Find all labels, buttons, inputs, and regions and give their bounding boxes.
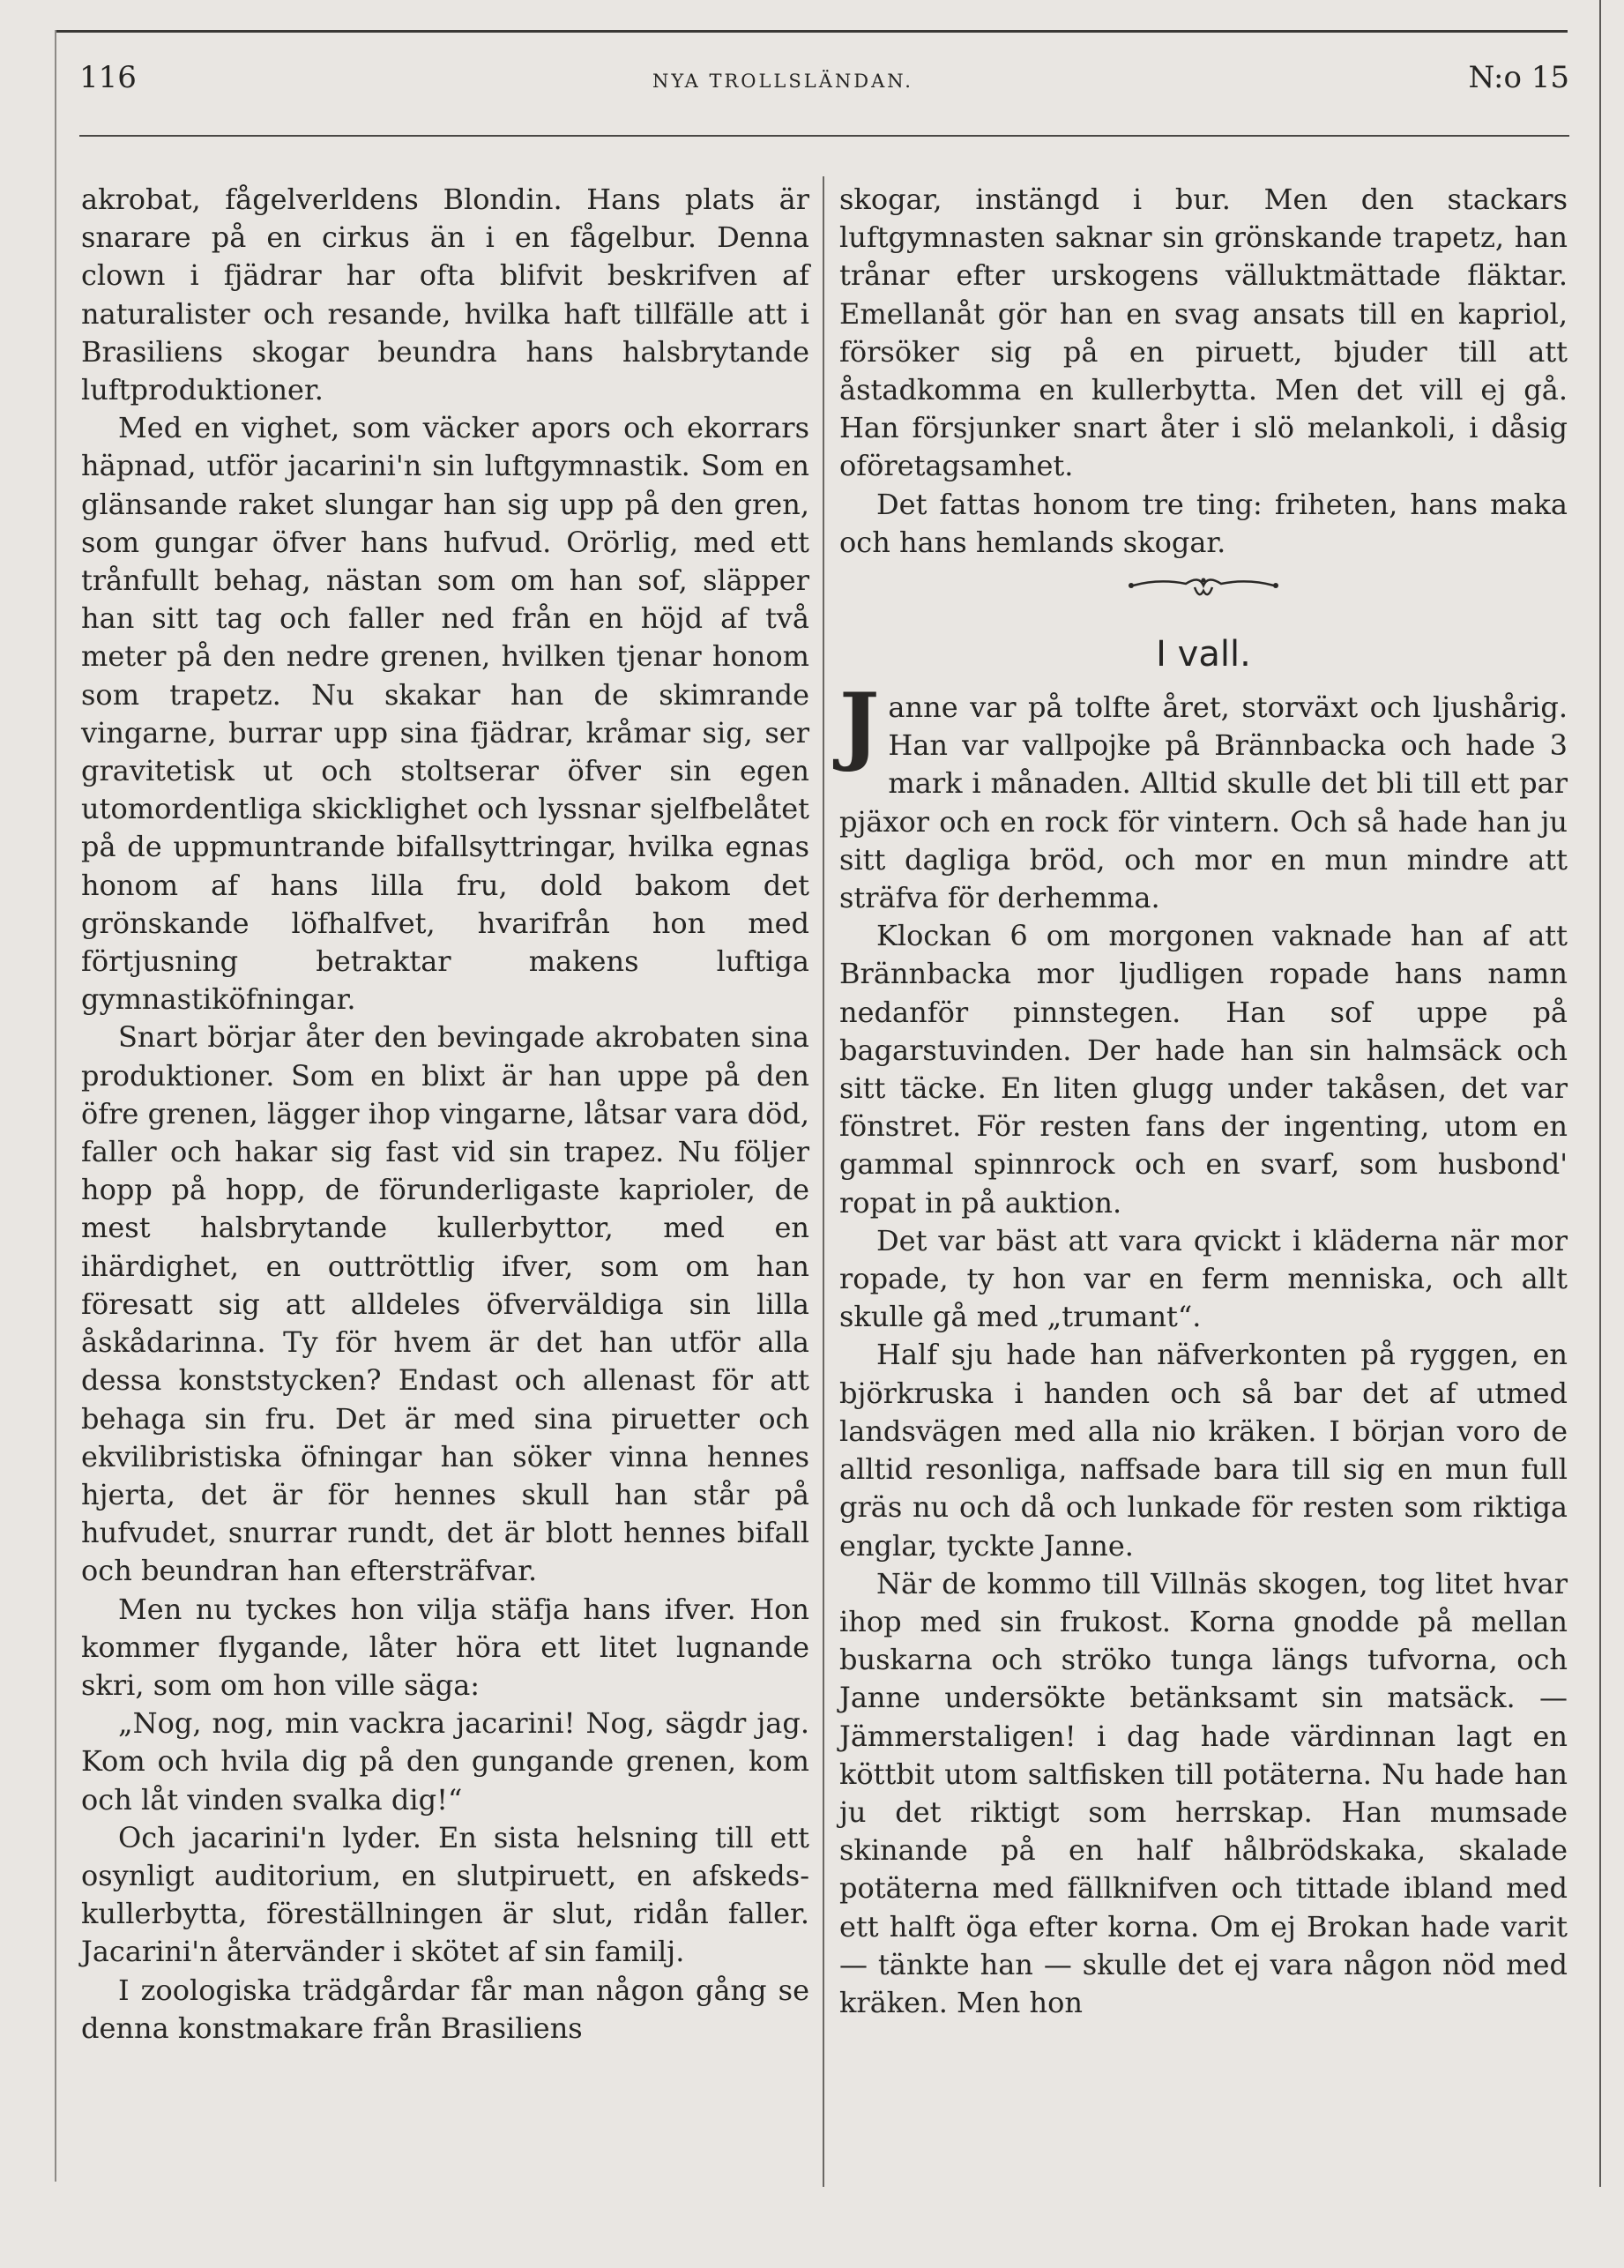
left-paragraph-7: I zoologiska trädgårdar får man någon gång se denna konstmakare från Brasiliens	[81, 1973, 809, 2045]
left-paragraph-6: Och jacarini'n lyder. En sista helsning till ett osynligt auditorium, en slutpiruett, en afskeds-kullerbytta, föreställningen är slut, ridån faller. Jacarini'n återvänder i skötet af sin familj.	[81, 1820, 809, 1969]
right-column	[839, 181, 1568, 2022]
left-paragraph-2: Med en vighet, som väcker apors och ekorrars häpnad, utför jacarini'n sin luftgymnastik. Som en glänsande raket slungar han sig upp på den gren, som gungar öfver hans hufvud. Orörlig, med ett trånfullt behag, nästan som om han sof, släpper han sitt tag och faller ned från en höjd af två meter på den nedre grenen, hvilken tjenar honom som trapetz. Nu skakar han de skimrande vingarne, burrar upp sina fjädrar, kråmar sig, ser gravitetisk ut och stoltserar öfver sin egen utomordentliga skicklighet och lyssnar sjelfbelåtet på de uppmuntrande bifallsyttringar, hvilka egnas honom af hans lilla fru, dold bakom det grönskande löfhalfvet, hvarifrån hon med förtjusning betraktar makens luftiga gymnastiköfningar.	[81, 411, 809, 1017]
top-border-rule	[55, 30, 1568, 33]
section-ornament	[839, 562, 1568, 613]
left-paragraph-3: Snart börjar åter den bevingade akrobaten sina produktioner. Som en blixt är han uppe på den öfre grenen, lägger ihop vingarne, låtsar vara död, faller och hakar sig fast vid sin trapez. Nu följer hopp på hopp, de förunderligaste kaprioler, de mest halsbrytande kullerbyttor, med en ihärdighet, en outtröttlig ifver, som om han föresatt sig att alldeles öfverväldiga sin lilla åskådarinna. Ty för hvem är det han utför alla dessa konststycken? Endast och allenast för att behaga sin fru. Det är med sina piruetter och ekvilibristiska öfningar han söker vinna hennes hjerta, det är för hennes skull han står på hufvudet, snurrar rundt, det är blott hennes bifall och beundran han eftersträfvar.	[81, 1020, 809, 1588]
column-divider	[823, 176, 824, 2187]
ornament-flourish-icon	[1115, 570, 1292, 605]
right-paragraph-2: Det fattas honom tre ting: friheten, hans maka och hans hemlands skogar.	[839, 487, 1568, 559]
running-title: NYA TROLLSLÄNDAN.	[652, 71, 913, 92]
section-title: I vall.	[1156, 634, 1251, 675]
page-number: 116	[79, 60, 137, 95]
story-first-paragraph-text: anne var på tolfte året, storväxt och ljushårig. Han var vallpojke på Brännbacka och hade 3 mark i månaden. Alltid skulle det bli till ett par pjäxor och en rock för vintern. Och så hade han ju sitt dagliga bröd, och mor en mun mindre att sträfva för derhemma.	[839, 690, 1568, 915]
page-header	[79, 60, 1569, 104]
right-paragraph-4: Det var bäst att vara qvickt i kläderna när mor ropade, ty hon var en ferm menniska, och allt skulle gå med „trumant“.	[839, 1223, 1568, 1334]
right-border-line	[1599, 0, 1601, 2187]
drop-cap: J	[839, 675, 880, 775]
issue-number: N:o 15	[1468, 60, 1569, 95]
right-paragraph-6: När de kommo till Villnäs skogen, tog litet hvar ihop med sin frukost. Korna gnodde på mellan buskarna och ströko tunga längs tufvorna, och Janne undersökte betänksamt sin matsäck. — Jämmerstaligen! i dag hade värdinnan lagt en köttbit utom saltfisken till potäterna. Nu hade han ju det riktigt som herrskap. Han mumsade skinande på en half hålbrödskaka, skalade potäterna med fällknifven och tittade ibland med ett halft öga efter korna. Om ej Brokan hade varit — tänkte han — skulle det ej vara någon nöd med kräken. Men hon	[839, 1566, 1568, 2019]
left-column	[81, 181, 809, 2048]
story-first-paragraph	[839, 675, 1568, 917]
left-paragraph-5: „Nog, nog, min vackra jacarini! Nog, sägdr jag. Kom och hvila dig på den gungande grenen, kom och låt vinden svalka dig!“	[81, 1706, 809, 1817]
left-paragraph-1: akrobat, fågelverldens Blondin. Hans plats är snarare på en cirkus än i en fågelbur. Denna clown i fjädrar har ofta blifvit beskrifven af naturalister och resande, hvilka haft tillfälle att i Brasiliens skogar beundra hans halsbrytande luftproduktioner.	[81, 183, 809, 407]
right-paragraph-5: Half sju hade han näfverkonten på ryggen, en björkruska i handen och så bar det af utmed landsvägen med alla nio kräken. I början voro de alltid resonliga, naffsade bara till sig en mun full gräs nu och då och lunkade för resten som riktiga englar, tyckte Janne.	[839, 1338, 1568, 1563]
left-paragraph-4: Men nu tyckes hon vilja stäfja hans ifver. Hon kommer flygande, låter höra ett litet lugnande skri, som om hon ville säga:	[81, 1592, 809, 1702]
right-paragraph-3: Klockan 6 om morgonen vaknade han af att Brännbacka mor ljudligen ropade hans namn nedanför pinnstegen. Han sof uppe på bagarstuvinden. Der hade han sin halmsäck och sitt täcke. En liten glugg under takåsen, det var fönstret. För resten fans der ingenting, utom en gammal spinnrock och en svarf, som husbond' ropat in på auktion.	[839, 919, 1568, 1220]
right-paragraph-1: skogar, instängd i bur. Men den stackars luftgymnasten saknar sin grönskande trapetz, han trånar efter urskogens välluktmättade fläktar. Emellanåt gör han en svag ansats till en kapriol, försöker sig på en piruett, bjuder till att åstadkomma en kullerbytta. Men det vill ej gå. Han försjunker snart åter i slö melankoli, i dåsig oföretagsamhet.	[839, 183, 1568, 483]
header-rule	[79, 135, 1569, 137]
left-border-line	[55, 30, 56, 2182]
